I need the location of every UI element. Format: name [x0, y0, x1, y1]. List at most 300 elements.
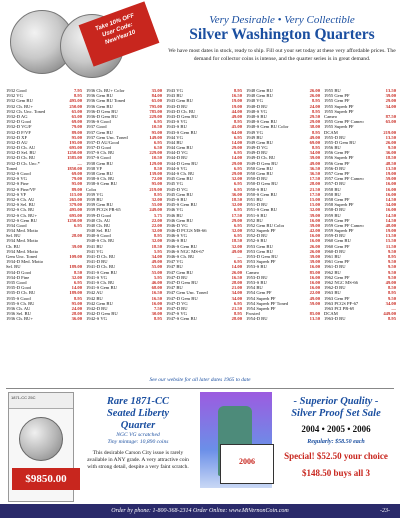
proof-set-title-line-2: Silver Proof Set Sale	[291, 408, 381, 419]
coin-description: 1936-D Gem BU	[86, 108, 118, 114]
coin-description: 1934-D Fine	[6, 274, 30, 280]
coin-price: 10.50	[151, 124, 162, 130]
coin-description: 1935-S Ch. BU	[6, 300, 35, 306]
coin-price: 69.00	[71, 119, 82, 125]
coin-description: 1963-D BU	[324, 316, 346, 322]
coin-price: —	[391, 305, 396, 311]
coin-price: 6.95	[233, 222, 242, 228]
coin-description: 1963 PCGS PF-67	[324, 300, 359, 306]
coin-price: 16.00	[309, 238, 320, 244]
coin-price: 21.00	[231, 285, 242, 291]
coin-description: 1949-D Gem BU	[246, 160, 278, 166]
coin-description: 1953-D Gem BU	[246, 254, 278, 259]
coin-price: 46.00	[151, 279, 162, 285]
proof-set-buy-all: $148.50 buys all 3	[301, 468, 370, 478]
coin-price: 17.50	[309, 176, 320, 182]
coin-description: 1962-D BU	[324, 285, 346, 291]
coin-description: 1950 Gem BU	[246, 171, 273, 176]
coin-description: 1944 VG	[166, 134, 183, 140]
coin-description: 1941 VG	[86, 248, 103, 254]
proof-set-title	[276, 396, 396, 420]
coin-description: 1932-S Sel. BU	[6, 202, 35, 208]
coin-price: 22.00	[151, 222, 162, 228]
coin-price: 55.00	[151, 264, 162, 270]
coin-price: 21.50	[231, 305, 242, 311]
coin-price: 26.00	[231, 269, 242, 275]
coin-price: 250.00	[69, 103, 82, 109]
coin-price: 26.00	[309, 88, 320, 93]
coin-description: 1952 BU	[246, 217, 263, 223]
coin-description: 1945 Gem BU	[166, 176, 193, 182]
coin-description: 1944-S Ch. BU	[166, 171, 195, 176]
coin-price: 29.00	[385, 98, 396, 104]
coin-description: 1942 Gem BU	[86, 300, 113, 306]
coin-description: 1942-D Gem BU	[86, 311, 118, 317]
coin-description: 1949-D Ch. BU	[246, 155, 276, 161]
coin-description: 1932-D Sel. BU	[6, 150, 36, 156]
coin-price: 87.50	[385, 113, 396, 119]
coin-price: 59.00	[385, 176, 396, 182]
coin-price: 8.95	[311, 108, 320, 114]
coin-price: 16.00	[309, 274, 320, 280]
coin-description: Sel. BU	[6, 264, 21, 270]
coin-description: 1941 BU	[86, 243, 103, 249]
coin-description: 1932-D Good	[6, 119, 32, 125]
coin-price: 38.00	[309, 124, 320, 130]
coin-price: 32.00	[231, 243, 242, 249]
coin-price: 149.00	[149, 134, 162, 140]
discount-banner-text: Take 10% OFF User Code: NewYear10	[94, 12, 137, 47]
page-number: -23-	[380, 508, 390, 514]
price-list-column-1	[6, 88, 82, 321]
coin-description: 1939-D Good	[86, 212, 112, 218]
coin-description: 1944-D VG	[166, 150, 188, 156]
coin-description: 1954 BU	[246, 285, 263, 291]
coin-description: 1957-D BU	[324, 181, 346, 187]
coin-price: 379.00	[69, 202, 82, 208]
coin-price: 10.50	[151, 155, 162, 161]
coin-description: 1934 Med. Motto	[6, 238, 39, 244]
coin-description: 1932-S Good	[6, 171, 31, 176]
coin-price: 6.95	[233, 233, 242, 239]
coin-description: 1938-S Gem BU	[86, 181, 117, 187]
coin-price: 229.00	[149, 113, 162, 119]
coin-price: 28.00	[71, 311, 82, 317]
intro-text: We have most dates in stock, ready to ship. Fill out your set today at these very affordable prices. The demand for collector coins is intense, and the quarter series is in great demand.	[168, 48, 396, 62]
coin-price: 14.00	[231, 155, 242, 161]
coin-description: 1938 VF	[86, 165, 103, 171]
coin-description: 1943 VG	[166, 88, 183, 93]
price-list-column-5	[324, 88, 396, 321]
coin-price: 15.00	[309, 196, 320, 202]
coin-description: 1948-S VG	[246, 108, 267, 114]
coin-price: 16.50	[151, 295, 162, 301]
coin-price: 28.00	[231, 316, 242, 322]
coin-price: —	[237, 254, 242, 259]
coin-description: 1934 Good	[6, 222, 27, 228]
coin-price: 7.95	[73, 88, 82, 93]
coin-price: 195.00	[69, 139, 82, 145]
coin-price: 6.50	[153, 145, 162, 151]
coin-price: 8.95	[153, 233, 162, 239]
coin-description: 1941-S Ch. BU	[86, 279, 115, 285]
coin-price: 6.95	[233, 134, 242, 140]
coin-description: 1947 Gem Unc. Toned	[166, 290, 208, 296]
footer-order-info[interactable]: Order by phone: 1-800-368-2314 Order Online: www.MtVernonCoin.com	[111, 508, 289, 514]
coin-price: 14.00	[231, 264, 242, 270]
coin-description: 1963 BU	[324, 290, 341, 296]
coin-price: 28.00	[309, 181, 320, 187]
coin-description: 1932-S Ch. BU+	[6, 212, 38, 218]
coin-description: 1958 BU	[324, 191, 341, 197]
carson-city-title-line-2: Seated Liberty	[106, 408, 170, 419]
coin-description: 1949 VG	[246, 129, 263, 135]
coin-price: 95.00	[71, 181, 82, 187]
coin-price: 32.00	[231, 176, 242, 182]
slab-label: 1871-CC 25C	[9, 393, 73, 409]
coin-price: 45.00	[231, 124, 242, 130]
coin-price: 18.50	[151, 243, 162, 249]
coin-description: 1937-S Ch. BU	[86, 150, 115, 156]
coin-price: 6.95	[233, 150, 242, 156]
coin-description: 1947-D BU	[166, 305, 188, 311]
price-list-column-2	[86, 88, 162, 321]
coin-price: 449.00	[383, 311, 396, 317]
coin-description: 1955-D Gem BU	[324, 139, 356, 145]
coin-price: 26.00	[309, 93, 320, 99]
coin-description: 1951-S BU	[246, 212, 267, 218]
coin-price: 6.95	[233, 207, 242, 213]
coin-price: 1850.00	[67, 165, 82, 171]
coin-description: 1941-S Gem BU	[86, 269, 117, 275]
coin-price: 115.00	[69, 191, 82, 197]
coin-description: 1948-S Gem BU Color	[246, 124, 289, 130]
price-list-row	[324, 316, 396, 321]
coin-description: 1954-D BU	[246, 316, 268, 322]
coin-price: 6.95	[73, 279, 82, 285]
coin-price: 13.50	[385, 88, 396, 93]
coin-description: 1947-D Gem BU	[166, 295, 198, 301]
coin-description: 1958 BU	[324, 186, 341, 192]
coin-description: 1937 Good	[86, 124, 107, 130]
coin-price: 6.95	[153, 139, 162, 145]
coin-price: 785.00	[149, 108, 162, 114]
coin-description: 1962 Gem PF	[324, 274, 350, 280]
coin-price: 39.00	[309, 212, 320, 218]
coin-price: 8.95	[153, 191, 162, 197]
coin-description: 1934-D Med. Motto	[6, 259, 44, 265]
coin-description: 1932-S Fine	[6, 181, 29, 187]
coin-description: 1960 Gem BU	[324, 238, 351, 244]
coin-price: 17.50	[309, 191, 320, 197]
coin-price: 49.00	[231, 248, 242, 254]
coin-price: 79.00	[71, 124, 82, 130]
coin-description: 1947-S VG	[166, 311, 187, 317]
coin-description: 1937-S Good	[86, 155, 111, 161]
carson-city-quarter-image	[19, 417, 63, 461]
coin-price: 8.95	[73, 295, 82, 301]
carson-city-title-line-1: Rare 1871-CC	[106, 396, 170, 407]
coin-description: 1936 Ch. AU	[6, 305, 31, 311]
coin-description: 1958 Superb PF	[324, 202, 354, 208]
coin-description: 1946 VG	[166, 207, 183, 213]
coin-description: 1932 Gem BU	[6, 98, 33, 104]
coin-description: 1946-S Ch. BU	[166, 254, 195, 259]
coin-description: 1961-D BU	[324, 264, 346, 270]
coin-price: 17.50	[231, 212, 242, 218]
coin-price: 14.00	[71, 285, 82, 291]
coin-price: 18.50	[385, 155, 396, 161]
coin-price: 8.50	[387, 285, 396, 291]
coin-description: 1934 Med. Motto	[6, 248, 39, 254]
coin-description: 1938-S Ch. BU	[86, 176, 115, 182]
coin-price: 49.00	[309, 134, 320, 140]
coin-price: 6.95	[73, 222, 82, 228]
coin-price: 16.00	[309, 264, 320, 270]
coin-price: 49.00	[231, 113, 242, 119]
coin-price: 39.00	[309, 222, 320, 228]
coin-description: Gem Unc. Toned	[6, 254, 38, 259]
coin-price: 28.00	[231, 279, 242, 285]
coin-description: 1940 Sel. BU	[86, 228, 111, 234]
coin-description: 1947 Gem BU	[166, 269, 193, 275]
coin-price: 5.75	[153, 212, 162, 218]
coin-price: 69.00	[309, 139, 320, 145]
coin-price: 39.00	[309, 254, 320, 259]
coin-description: 1937 Gem Unc. Toned	[86, 134, 128, 140]
coin-price: 89.00	[71, 186, 82, 192]
coin-price: 59.00	[309, 300, 320, 306]
coin-description: 1942-S VG	[86, 316, 107, 322]
coin-description: 1940-S Ch. BU	[86, 238, 115, 244]
coin-description: 1932 Good	[6, 88, 27, 93]
coin-price: 26.00	[309, 243, 320, 249]
coin-description: 1932-S Gem BU	[6, 217, 37, 223]
coin-price: 8.95	[387, 290, 396, 296]
coin-description: 1935 Good	[6, 279, 27, 285]
coin-description: Ch. BU	[6, 243, 21, 249]
proof-box-year: 2006	[239, 457, 255, 466]
coin-price: 129.00	[149, 160, 162, 166]
coin-description: 1962 BU	[324, 269, 341, 275]
coin-description: 1959 Gem PF Cameo	[324, 222, 364, 228]
coin-price: 8.95	[387, 254, 396, 259]
coin-price: 32.00	[151, 228, 162, 234]
coin-price: 85.00	[309, 311, 320, 317]
coin-description: 1943 Gem BU	[166, 98, 193, 104]
coin-description: 1956 Superb PF	[324, 155, 354, 161]
proof-set-box-image	[220, 444, 274, 484]
coin-price: 1250.00	[67, 150, 82, 156]
coin-price: 42.00	[309, 228, 320, 234]
coin-description: 1950-D Gem BU	[246, 181, 278, 187]
coin-price: 89.00	[71, 129, 82, 135]
coin-description: 1949 Gem BU	[246, 139, 273, 145]
coin-description: 1950-S Gem BU	[246, 191, 277, 197]
coin-price: 19.00	[385, 171, 396, 176]
coin-description: 1946-D VG	[166, 222, 188, 228]
coin-price: 695.00	[69, 145, 82, 151]
coin-description: 1953-S BU	[246, 279, 267, 285]
coin-description: 1944-S VG	[166, 165, 187, 171]
coin-price: 14.50	[385, 217, 396, 223]
coin-description: 1932-S Ch. AU	[6, 196, 35, 202]
coin-description: 1936-S Good	[86, 119, 111, 125]
coin-price: —	[77, 160, 82, 166]
coin-description: 1932-D Ch. BU	[6, 155, 36, 161]
coin-description: 1950 Gem BU	[246, 165, 273, 171]
coin-price: 18.50	[231, 196, 242, 202]
coin-price: 15.50	[385, 238, 396, 244]
coin-description: 1947-D BU	[166, 274, 188, 280]
coin-price: 65.00	[71, 108, 82, 114]
coin-description: 1937-D AU/Good	[86, 139, 120, 145]
coin-description: 1946 BU	[166, 212, 183, 218]
coin-price: 34.00	[231, 295, 242, 301]
coin-price: 39.00	[309, 155, 320, 161]
coin-description: 1955 Superb PF	[324, 103, 354, 109]
coin-price: 8.95	[311, 129, 320, 135]
coin-price: 32.00	[231, 228, 242, 234]
coin-price: 65.00	[385, 119, 396, 125]
carson-city-title	[82, 396, 194, 432]
coin-price: 29.00	[231, 171, 242, 176]
coin-price: 29.00	[309, 119, 320, 125]
coin-price: 68.00	[151, 285, 162, 291]
coin-description: 1963 Gem PF	[324, 295, 350, 301]
coin-price: 26.00	[309, 248, 320, 254]
coin-price: 16.00	[385, 186, 396, 192]
coin-description: 1949-D BU	[246, 150, 268, 156]
coin-description: 1954 Superb PF Toned	[246, 300, 289, 306]
coin-description: 1949-D VG	[246, 145, 268, 151]
coin-description: 1947-S Gem BU	[166, 316, 197, 322]
coin-price: 265.00	[69, 196, 82, 202]
coin-description: 1947-D Gem BU	[166, 279, 198, 285]
carson-city-price: $9850.00	[12, 468, 80, 490]
coin-price: 13.50	[309, 316, 320, 322]
coin-description: 1944-D BU	[166, 155, 188, 161]
proof-set-years: 2004 • 2005 • 2006	[301, 424, 371, 434]
coin-price: 30.00	[151, 311, 162, 317]
coin-description: 1943-S VG	[166, 119, 187, 125]
coin-description: 1949 BU	[246, 134, 263, 140]
coin-price: 9.50	[387, 264, 396, 270]
coin-description: 1959 BU	[324, 212, 341, 218]
coin-price: 8.95	[233, 311, 242, 317]
coin-description: 1958 Gem PF	[324, 196, 350, 202]
coin-price: 22.00	[151, 217, 162, 223]
coin-description: 1937 Gem BU	[86, 129, 113, 135]
coin-price: 16.00	[385, 191, 396, 197]
coin-price: 95.00	[151, 181, 162, 187]
coin-description: 1954 Superb PF	[246, 295, 276, 301]
coin-price: 36.50	[309, 165, 320, 171]
coin-description: 1959-D BU	[324, 233, 346, 239]
coin-description: 1953 Superb PF	[246, 259, 276, 265]
coin-price: 19.00	[231, 98, 242, 104]
coin-description: 1960 Gem PF	[324, 243, 350, 249]
coin-description: 1936 Sel. BU	[6, 311, 31, 317]
coin-description: 1952-S BU	[246, 238, 267, 244]
coin-description: 1941-D BU	[86, 259, 108, 265]
coin-description: 1932-D XF	[6, 134, 28, 140]
coin-price: 5.95	[153, 248, 162, 254]
coin-price: 55.00	[151, 202, 162, 208]
coin-description: 1932-S VF	[6, 191, 27, 197]
coin-description: Color	[86, 186, 97, 192]
coin-description: 1953-S BU	[246, 264, 267, 270]
coin-price: 6.95	[233, 259, 242, 265]
coin-price: 109.00	[69, 254, 82, 259]
coin-description: 1948 Gem BU	[246, 93, 273, 99]
coin-price: 85.00	[309, 269, 320, 275]
coin-description: 1943-S Gem BU	[166, 129, 197, 135]
proof-set-regular-price: Regularly: $58.50 each	[307, 439, 365, 445]
coin-description: 1938 Gem BU	[86, 160, 113, 166]
footer-bar	[0, 504, 400, 518]
coin-price: 69.00	[71, 171, 82, 176]
coin-price: 16.00	[309, 233, 320, 239]
coin-price: 48.50	[385, 160, 396, 166]
coin-description: 1935-D Good	[6, 285, 32, 291]
coin-price: 189.00	[69, 290, 82, 296]
coin-description: 1956-D BU	[324, 165, 346, 171]
coin-price: 1585.00	[67, 155, 82, 161]
coin-description: 1953 Gem BU	[246, 243, 273, 249]
coin-price: 36.00	[71, 316, 82, 322]
coin-description: 1945-S Gem BU	[166, 202, 197, 208]
coin-price: 19.00	[385, 228, 396, 234]
coin-price: 34.00	[151, 254, 162, 259]
coin-description: 1943-D BU	[166, 103, 188, 109]
coin-description: 1943-D Gem BU	[166, 113, 198, 119]
coin-price: 1250.00	[67, 217, 82, 223]
coin-description: 1942 AU	[86, 290, 103, 296]
coin-description: 1946 Gem BU	[166, 217, 193, 223]
coin-price: 5.95	[153, 274, 162, 280]
coin-price: 36.00	[231, 191, 242, 197]
coin-description: 1961 Gem PF	[324, 259, 350, 265]
coin-description: 1936 Ch. BU+	[6, 316, 33, 322]
coin-description: 1946-S BU	[166, 238, 187, 244]
coin-price: 795.00	[149, 103, 162, 109]
coin-description: 1959 Gem PF	[324, 217, 350, 223]
coin-price: 32.00	[151, 238, 162, 244]
coin-description: 1946-S NGC MS-67	[166, 248, 205, 254]
coin-description: 1955 Superb PF	[324, 124, 354, 130]
coin-description: 1941-D Ch. BU	[86, 264, 116, 270]
coin-description: 1955 Gem PF	[324, 93, 350, 99]
coin-description: 1942-D BU	[86, 305, 108, 311]
coin-description: 1946-D PCGS MS-66	[166, 228, 207, 234]
coin-description: 1948 Gem BU	[246, 88, 273, 93]
coin-description: 1943-D Ch. BU	[166, 108, 196, 114]
coin-description: Cameo	[246, 269, 260, 275]
coin-price: 8.95	[233, 88, 242, 93]
coin-price: 49.00	[385, 279, 396, 285]
coin-description: 1940 Ch. AU	[86, 217, 111, 223]
coin-description: Toned	[6, 165, 18, 171]
website-note[interactable]: See our website for all later dates 1965 to date	[149, 377, 251, 383]
coin-price: 21.50	[309, 186, 320, 192]
coin-description: 1954 Gem PF	[246, 290, 272, 296]
coin-description: 1945 Gem BU	[166, 191, 193, 197]
coin-description: 1962 NGC MS-66	[324, 279, 358, 285]
coin-description: 1932 Ch. BU+	[6, 103, 33, 109]
price-list-row	[86, 316, 162, 321]
coin-description: 1947-D VG	[166, 300, 188, 306]
